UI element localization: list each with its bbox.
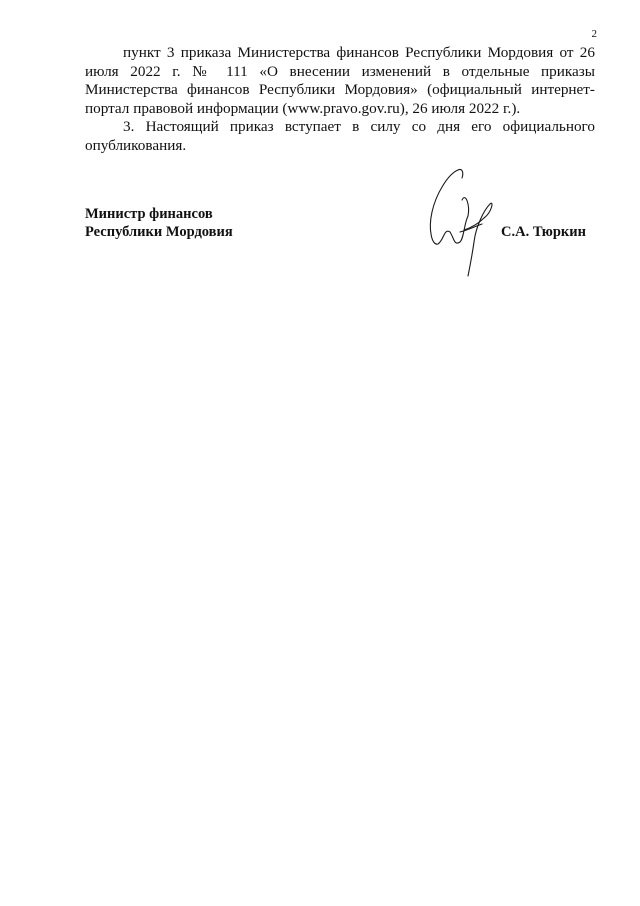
page-number: 2 [591, 28, 597, 40]
text-line: пункт 3 приказа Министерства финансов Республики Мордовия от 26 [123, 44, 595, 61]
text-line: июля 2022 г. № 111 «О внесении изменений в отдельные приказы [85, 62, 595, 80]
text-line: опубликования. [85, 136, 187, 154]
body-paragraph-continuation [85, 44, 595, 118]
signatory-position [85, 205, 233, 241]
body-paragraph-3 [85, 118, 595, 155]
signer-name: С.А. Тюркин [501, 224, 586, 240]
position-line: Республики Мордовия [85, 224, 233, 240]
text-line: Министерства финансов Республики Мордовия» (официальный интернет- [85, 81, 595, 99]
text-line: портал правовой информации (www.pravo.gov.ru), 26 июля 2022 г.). [85, 99, 521, 117]
text-line: 3. Настоящий приказ вступает в силу со дня его официального [123, 118, 595, 135]
position-line: Министр финансов [85, 206, 213, 222]
handwritten-signature [424, 166, 504, 278]
